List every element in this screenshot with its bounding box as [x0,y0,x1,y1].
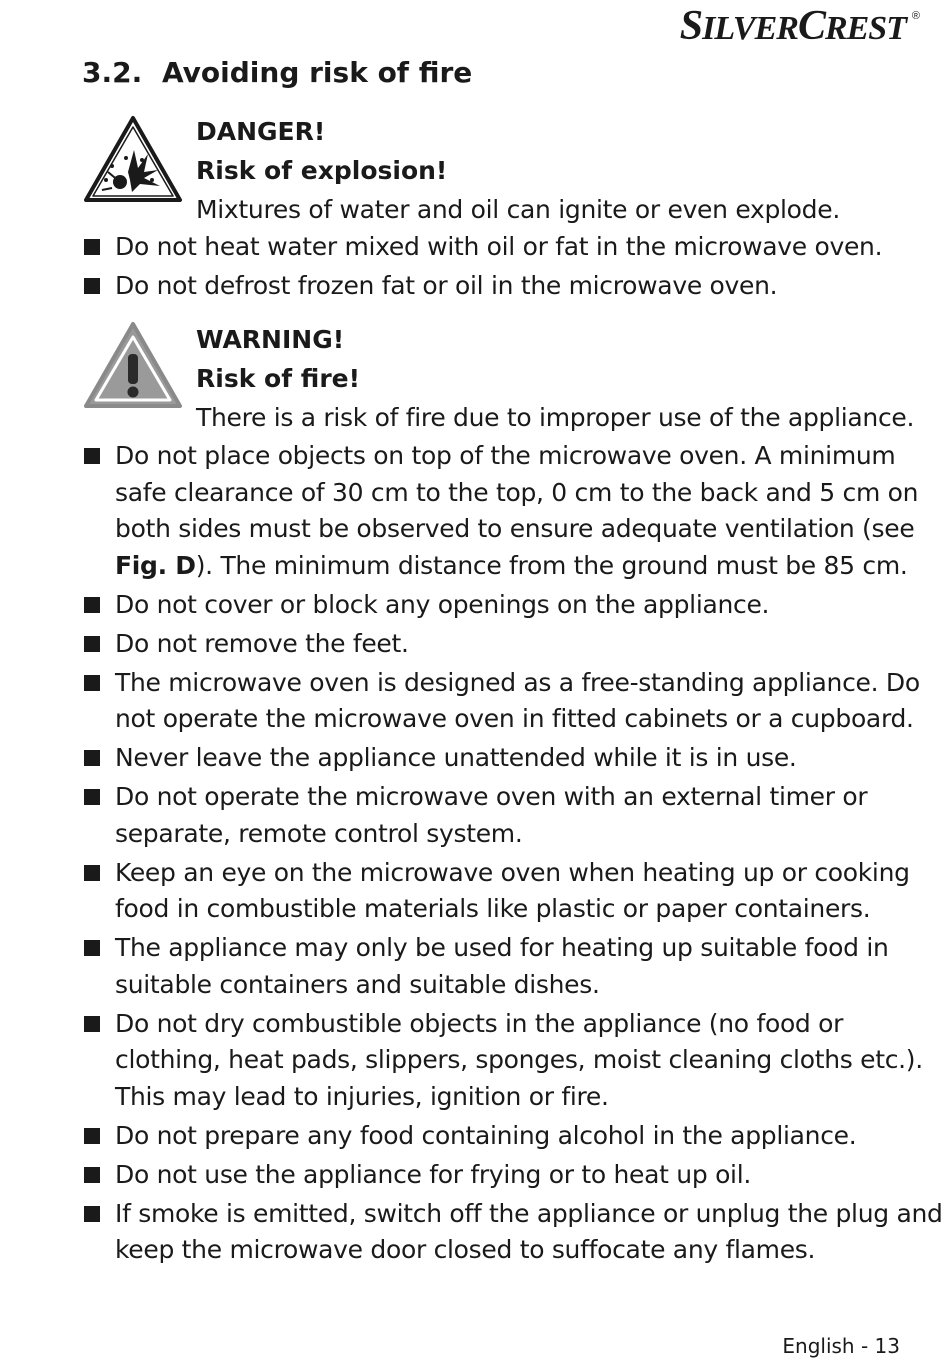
list-item [82,1157,912,1194]
brand-logo [679,2,920,50]
list-item [82,665,920,738]
bullet-square-icon [84,239,100,255]
list-item [82,855,912,928]
bullet-square-icon [84,1206,100,1222]
warning-subheading: Risk of fire! [196,364,361,393]
list-item [82,1196,943,1269]
list-item-text: This may lead to injuries, ignition or fire. [115,1081,609,1111]
section-title [82,56,472,89]
list-item-text: Do not cover or block any openings on the appliance. [115,589,770,619]
list-item-text: suitable containers and suitable dishes. [115,969,600,999]
bullet-square-icon [84,865,100,881]
section-number: 3.2. [82,56,143,89]
list-item-text: not operate the microwave oven in fitted cabinets or a cupboard. [115,704,914,733]
bullet-square-icon [84,1167,100,1183]
bullet-square-icon [84,789,100,805]
bullet-square-icon [84,675,100,691]
danger-bullet-list [82,229,912,307]
danger-text [196,112,840,229]
list-item-text: Do not defrost frozen fat or oil in the microwave oven. [115,271,778,300]
warning-notice [82,320,915,438]
list-item [82,1006,923,1116]
list-item-text: Do not heat water mixed with oil or fat in the microwave oven. [115,232,883,261]
list-item-text: safe clearance of 30 cm to the top, 0 cm to the back and 5 cm on [115,477,919,507]
list-item [82,626,912,663]
bullet-square-icon [84,750,100,766]
warning-bullet-list [82,438,943,1271]
danger-description: Mixtures of water and oil can ignite or even explode. [196,195,840,224]
list-item-text: separate, remote control system. [115,818,523,848]
section-heading: Avoiding risk of fire [162,56,473,89]
brand-logo-letter: S [679,3,703,49]
brand-logo-letter: C [797,3,825,49]
bullet-square-icon [84,597,100,613]
bullet-square-icon [84,940,100,956]
exclamation-warning-icon [82,320,184,410]
list-item-text: The microwave oven is designed as a free-standing appliance. Do [115,667,920,697]
list-item-text: keep the microwave door closed to suffocate any flames. [115,1235,816,1264]
registered-mark: ® [911,10,920,22]
list-item-text: Do not remove the feet. [115,628,409,658]
brand-logo-letters: ILVER [702,10,798,47]
warning-description: There is a risk of fire due to improper use of the appliance. [196,403,915,432]
warning-text [196,320,914,437]
bullet-square-icon [84,636,100,652]
bullet-square-icon [84,448,100,464]
list-item-text: both sides must be observed to ensure adequate ventilation (see [115,514,915,543]
page-footer: English - 13 [782,1334,900,1358]
list-item [82,930,912,1003]
danger-notice [82,112,912,230]
bullet-square-icon [84,1128,100,1144]
list-item-text: clothing, heat pads, slippers, sponges, moist cleaning cloths etc.). [115,1045,923,1074]
list-item [82,1118,912,1155]
list-item-text: Do not place objects on top of the microwave oven. A minimum [115,441,896,470]
list-item-text-rest: ). The minimum distance from the ground must be 85 cm. [195,550,908,580]
list-item-text: Do not dry combustible objects in the appliance (no food or [115,1008,844,1038]
bullet-square-icon [84,1016,100,1032]
list-item [82,438,919,584]
list-item [82,229,912,266]
list-item-text: Do not operate the microwave oven with an external timer or [115,782,868,811]
list-item-text: Do not use the appliance for frying or to heat up oil. [115,1159,751,1189]
bullet-square-icon [84,278,100,294]
list-item-text: Keep an eye on the microwave oven when heating up or cooking [115,857,910,887]
list-item-text: Do not prepare any food containing alcohol in the appliance. [115,1120,857,1150]
brand-logo-letters: REST [824,10,906,47]
explosion-warning-icon [82,114,184,204]
list-item [82,268,912,305]
figure-reference: Fig. D [115,550,196,580]
warning-heading: WARNING! [196,325,345,354]
list-item [82,779,912,852]
list-item-text: The appliance may only be used for heating up suitable food in [115,933,889,962]
list-item-text: If smoke is emitted, switch off the appliance or unplug the plug and [115,1198,943,1228]
list-item-text [115,548,912,585]
list-item [82,587,912,624]
list-item [82,740,912,777]
list-item-text: food in combustible materials like plastic or paper containers. [115,894,871,923]
danger-subheading: Risk of explosion! [196,156,448,185]
danger-heading: DANGER! [196,117,326,146]
list-item-text: Never leave the appliance unattended while it is in use. [115,743,797,772]
